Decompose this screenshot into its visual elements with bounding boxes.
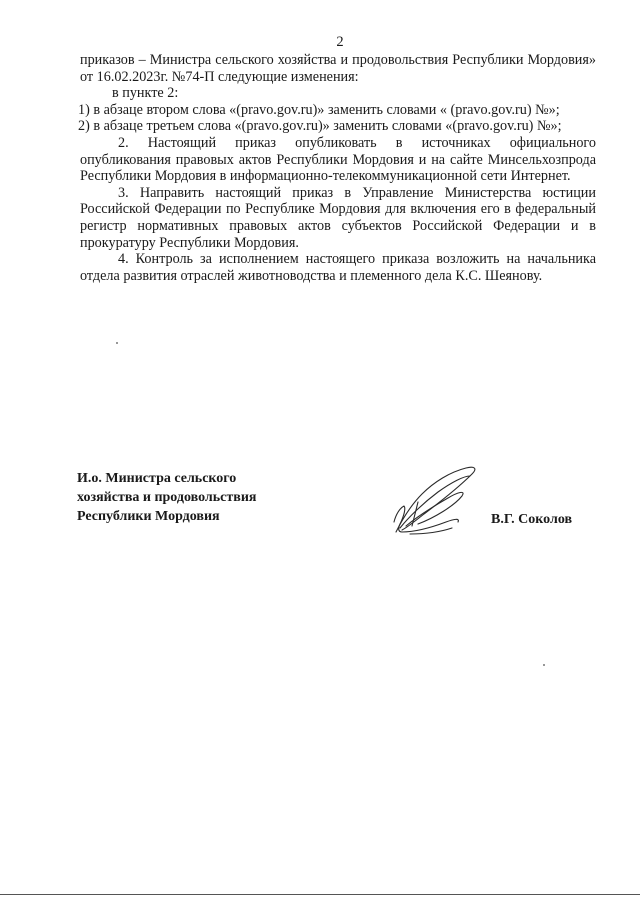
signatory-position-line: И.о. Министра сельского	[77, 471, 237, 486]
paragraph-point-2: в пункте 2:	[112, 85, 179, 102]
handwritten-signature	[388, 462, 488, 540]
page-bottom-edge	[0, 894, 640, 895]
paragraph-item-3: 3. Направить настоящий приказ в Управление Министерства юстиции Российской Федерации по Республике Мордовия для включения его в федеральный регистр нормативных правовых актов субъектов Российской Федерации и в прокуратуру Республики Мордовия.	[80, 184, 596, 251]
paragraph-intro: приказов – Министра сельского хозяйства и продовольствия Республики Мордовия» от 16.02.2023г. №74-П следующие изменения:	[80, 52, 596, 85]
scan-speck	[116, 342, 118, 344]
document-body	[80, 52, 596, 284]
page-number: 2	[336, 34, 344, 50]
paragraph-subitem-2: 2) в абзаце третьем слова «(pravo.gov.ru)» заменить словами «(pravo.gov.ru) №»;	[78, 118, 562, 135]
paragraph-item-2: 2. Настоящий приказ опубликовать в источниках официального опубликования правовых актов Республики Мордовия и на сайте Минсельхозпрода Республики Мордовия в информационно-телекоммуникационной сети Интернет.	[80, 134, 596, 185]
signatory-position-line: хозяйства и продовольствия	[77, 490, 257, 505]
paragraph-item-4: 4. Контроль за исполнением настоящего приказа возложить на начальника отдела развития отраслей животноводства и племенного дела К.С. Шеянову.	[80, 251, 596, 284]
signatory-name: В.Г. Соколов	[491, 512, 573, 527]
paragraph-subitem-1: 1) в абзаце втором слова «(pravo.gov.ru)» заменить словами « (pravo.gov.ru) №»;	[78, 101, 560, 118]
signatory-position	[77, 469, 256, 526]
signatory-position-line: Республики Мордовия	[77, 509, 220, 524]
scan-speck	[543, 664, 545, 666]
